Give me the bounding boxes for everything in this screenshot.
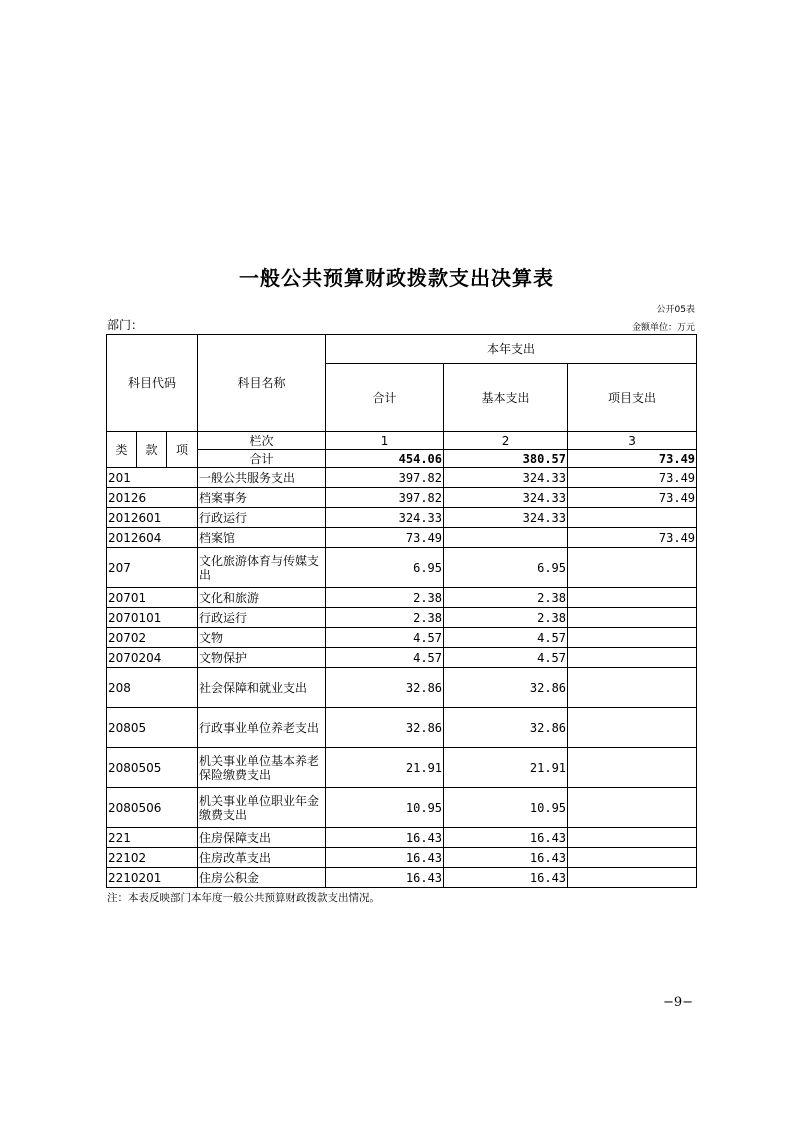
basic-cell: 6.95	[444, 548, 568, 588]
project-cell	[568, 848, 697, 868]
basic-cell: 32.86	[444, 708, 568, 748]
code-cell: 20805	[107, 708, 198, 748]
total-cell: 21.91	[326, 748, 444, 788]
basic-cell	[444, 528, 568, 548]
total-label: 合计	[198, 450, 326, 468]
code-cell: 20702	[107, 628, 198, 648]
table-row	[107, 828, 697, 848]
table-row	[107, 488, 697, 508]
name-cell: 文化和旅游	[198, 588, 326, 608]
code-cell: 2070204	[107, 648, 198, 668]
project-cell	[568, 788, 697, 828]
header-project: 项目支出	[568, 364, 697, 432]
project-cell: 73.49	[568, 528, 697, 548]
name-cell: 行政运行	[198, 508, 326, 528]
project-cell	[568, 868, 697, 888]
total-cell: 324.33	[326, 508, 444, 528]
name-cell: 行政事业单位养老支出	[198, 708, 326, 748]
total-cell: 6.95	[326, 548, 444, 588]
name-cell: 社会保障和就业支出	[198, 668, 326, 708]
total-cell: 16.43	[326, 868, 444, 888]
header-lei: 类	[107, 432, 137, 468]
name-cell: 行政运行	[198, 608, 326, 628]
total-cell: 73.49	[326, 528, 444, 548]
code-cell: 20126	[107, 488, 198, 508]
basic-cell: 4.57	[444, 648, 568, 668]
header-col1: 1	[326, 432, 444, 450]
project-cell: 73.49	[568, 468, 697, 488]
form-number: 公开05表	[656, 305, 695, 315]
header-col3: 3	[568, 432, 697, 450]
footnote: 注：本表反映部门本年度一般公共预算财政拨款支出情况。	[107, 892, 380, 904]
name-cell: 档案馆	[198, 528, 326, 548]
name-cell: 档案事务	[198, 488, 326, 508]
code-cell: 2080506	[107, 788, 198, 828]
project-cell	[568, 748, 697, 788]
project-cell: 73.49	[568, 450, 697, 468]
basic-cell: 10.95	[444, 788, 568, 828]
project-cell	[568, 648, 697, 668]
basic-cell: 324.33	[444, 488, 568, 508]
basic-cell: 2.38	[444, 588, 568, 608]
basic-cell: 380.57	[444, 450, 568, 468]
header-name: 科目名称	[198, 335, 326, 432]
project-cell	[568, 828, 697, 848]
code-cell: 208	[107, 668, 198, 708]
basic-cell: 16.43	[444, 828, 568, 848]
total-cell: 2.38	[326, 608, 444, 628]
project-cell	[568, 708, 697, 748]
total-cell: 397.82	[326, 488, 444, 508]
header-column-index: 栏次	[198, 432, 326, 450]
header-kuan: 款	[137, 432, 167, 468]
total-cell: 10.95	[326, 788, 444, 828]
total-cell: 454.06	[326, 450, 444, 468]
table-row	[107, 588, 697, 608]
page-title: 一般公共预算财政拨款支出决算表	[239, 266, 554, 290]
basic-cell: 16.43	[444, 868, 568, 888]
header-xiang: 项	[167, 432, 198, 468]
total-cell: 32.86	[326, 668, 444, 708]
code-cell: 2012601	[107, 508, 198, 528]
basic-cell: 324.33	[444, 508, 568, 528]
basic-cell: 21.91	[444, 748, 568, 788]
name-cell: 住房保障支出	[198, 828, 326, 848]
name-cell: 住房改革支出	[198, 848, 326, 868]
basic-cell: 16.43	[444, 848, 568, 868]
code-cell: 2070101	[107, 608, 198, 628]
total-cell: 4.57	[326, 648, 444, 668]
department-label: 部门：	[107, 318, 144, 332]
name-cell: 文物保护	[198, 648, 326, 668]
table-row	[107, 528, 697, 548]
project-cell	[568, 548, 697, 588]
code-cell: 221	[107, 828, 198, 848]
table-row	[107, 748, 697, 788]
total-cell: 16.43	[326, 848, 444, 868]
code-cell: 201	[107, 468, 198, 488]
project-cell	[568, 588, 697, 608]
basic-cell: 4.57	[444, 628, 568, 648]
header-basic: 基本支出	[444, 364, 568, 432]
code-cell: 207	[107, 548, 198, 588]
total-cell: 397.82	[326, 468, 444, 488]
total-cell: 16.43	[326, 828, 444, 848]
table-row	[107, 628, 697, 648]
project-cell: 73.49	[568, 488, 697, 508]
table-row	[107, 868, 697, 888]
basic-cell: 32.86	[444, 668, 568, 708]
table-row	[107, 648, 697, 668]
unit-label: 金额单位：万元	[631, 323, 695, 333]
table-row	[107, 548, 697, 588]
project-cell	[568, 608, 697, 628]
name-cell: 机关事业单位职业年金缴费支出	[198, 788, 326, 828]
table-row	[107, 608, 697, 628]
total-cell: 2.38	[326, 588, 444, 608]
table-row	[107, 468, 697, 488]
code-cell: 22102	[107, 848, 198, 868]
code-cell: 2012604	[107, 528, 198, 548]
header-this-year: 本年支出	[326, 335, 697, 364]
code-cell: 2080505	[107, 748, 198, 788]
header-total: 合计	[326, 364, 444, 432]
name-cell: 文物	[198, 628, 326, 648]
table-row	[107, 668, 697, 708]
name-cell: 机关事业单位基本养老保险缴费支出	[198, 748, 326, 788]
project-cell	[568, 628, 697, 648]
header-code: 科目代码	[107, 335, 198, 432]
total-cell: 32.86	[326, 708, 444, 748]
project-cell	[568, 508, 697, 528]
basic-cell: 324.33	[444, 468, 568, 488]
expenditure-table	[106, 334, 697, 888]
table-row	[107, 508, 697, 528]
table-row	[107, 708, 697, 748]
basic-cell: 2.38	[444, 608, 568, 628]
table-row	[107, 788, 697, 828]
project-cell	[568, 668, 697, 708]
name-cell: 住房公积金	[198, 868, 326, 888]
code-cell: 2210201	[107, 868, 198, 888]
name-cell: 文化旅游体育与传媒支出	[198, 548, 326, 588]
page-number: −9−	[662, 995, 693, 1010]
total-cell: 4.57	[326, 628, 444, 648]
header-col2: 2	[444, 432, 568, 450]
code-cell: 20701	[107, 588, 198, 608]
name-cell: 一般公共服务支出	[198, 468, 326, 488]
table-row	[107, 848, 697, 868]
